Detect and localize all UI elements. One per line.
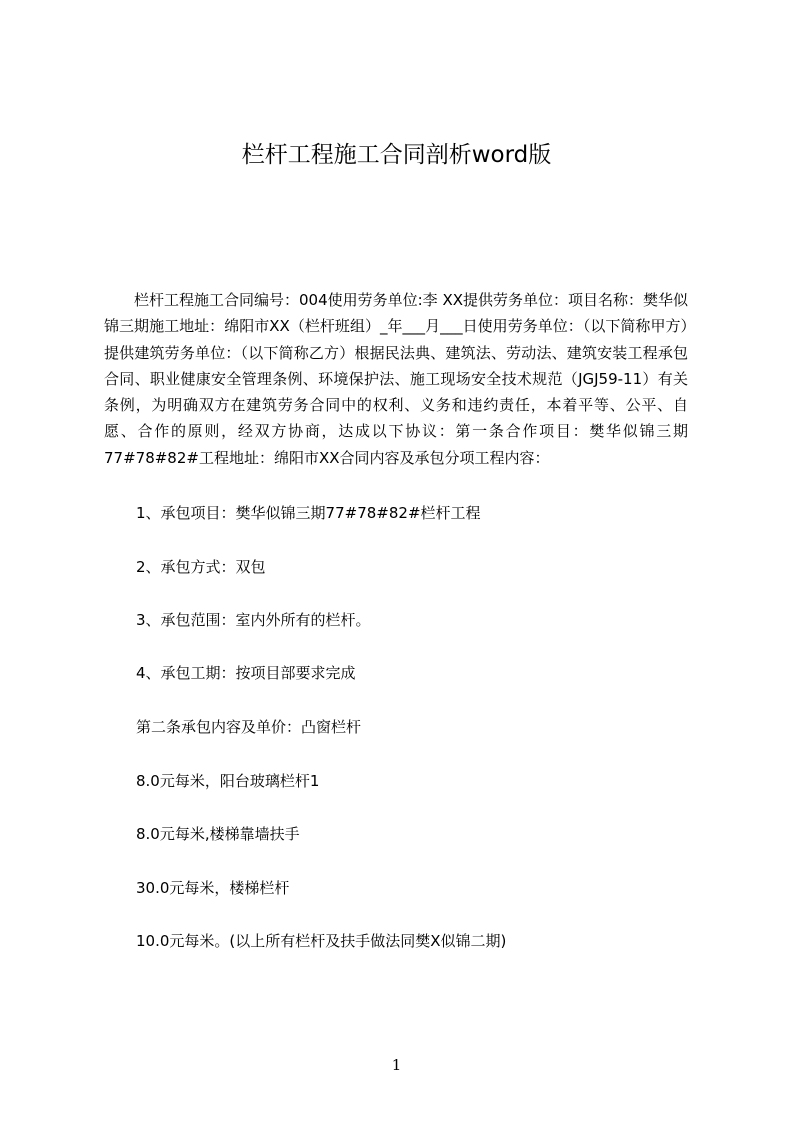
price-line: 30.0元每米，楼梯栏杆: [136, 879, 290, 897]
document-title: 栏杆工程施工合同剖析word版: [241, 142, 552, 168]
section-heading: 第二条承包内容及单价：凸窗栏杆: [136, 718, 362, 736]
page-number: 1: [391, 1056, 402, 1074]
list-item: 3、承包范围：室内外所有的栏杆。: [136, 611, 371, 629]
intro-paragraph: 栏杆工程施工合同编号：004使用劳务单位:李 XX提供劳务单位：项目名称：樊华似锦三期施工地址：绵阳市XX（栏杆班组）_年___月___日使用劳务单位：（以下简称甲方）提供建筑劳务单位：（以下简称乙方）根据民法典、建筑法、劳动法、建筑安装工程承包合同、职业健康安全管理条例、环境保护法、施工现场安全技术规范（JGJ59-11）有关条例，为明确双方在建筑劳务合同中的权利、义务和违约责任，本着平等、公平、自愿、合作的原则，经双方协商，达成以下协议：第一条合作项目：樊华似锦三期77#78#82#工程地址：绵阳市XX合同内容及承包分项工程内容：: [104, 291, 689, 467]
price-line: 8.0元每米，阳台玻璃栏杆1: [136, 772, 320, 790]
list-item: 4、承包工期：按项目部要求完成: [136, 664, 356, 682]
price-line: 10.0元每米。(以上所有栏杆及扶手做法同樊X似锦二期): [136, 932, 507, 950]
price-line: 8.0元每米,楼梯靠墙扶手: [136, 825, 300, 843]
list-item: 1、承包项目：樊华似锦三期77#78#82#栏杆工程: [136, 504, 481, 522]
list-item: 2、承包方式：双包: [136, 558, 266, 576]
